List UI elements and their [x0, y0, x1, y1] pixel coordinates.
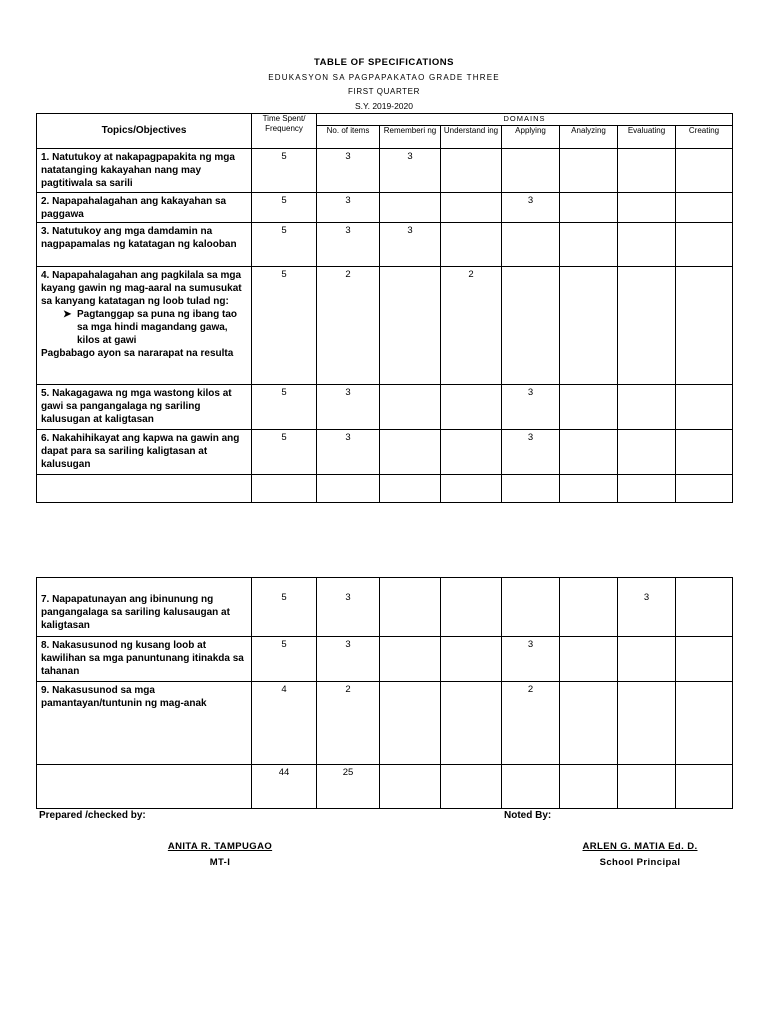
row-applying: 3	[502, 637, 560, 682]
row-creating	[676, 223, 733, 267]
row-creating	[676, 267, 733, 385]
row-understanding	[441, 430, 502, 475]
prepared-by-label: Prepared /checked by:	[39, 810, 146, 821]
table-row	[37, 682, 733, 765]
row-analyzing	[560, 223, 618, 267]
row-analyzing	[560, 267, 618, 385]
row-topic: 6. Nakahihikayat ang kapwa na gawin ang dapat para sa sariling kaligtasan at kalusugan	[37, 430, 252, 475]
row-applying	[502, 149, 560, 193]
row-creating	[676, 385, 733, 430]
row-applying: 3	[502, 430, 560, 475]
row-remembering: 3	[380, 223, 441, 267]
row-remembering: 3	[380, 149, 441, 193]
row-evaluating	[618, 267, 676, 385]
principal-position: School Principal	[599, 857, 681, 868]
row-creating	[676, 149, 733, 193]
specification-table	[36, 113, 733, 503]
row-analyzing	[560, 578, 618, 637]
table-row	[37, 578, 733, 637]
row-analyzing	[560, 682, 618, 765]
specification-table-continued	[36, 577, 733, 809]
row-remembering	[380, 637, 441, 682]
row-understanding: 2	[441, 267, 502, 385]
row-evaluating: 3	[618, 578, 676, 637]
row-topic: 7. Napapatunayan ang ibinunung ng pangangalaga sa sariling kalusaugan at kaligtasan	[37, 578, 252, 637]
row-applying: 3	[502, 193, 560, 223]
subject-line: EDUKASYON SA PAGPAPAKATAO GRADE THREE	[268, 73, 500, 82]
row-analyzing	[560, 149, 618, 193]
row-remembering	[380, 385, 441, 430]
row-evaluating	[618, 637, 676, 682]
school-year-line: S.Y. 2019-2020	[355, 101, 413, 111]
table-row	[37, 223, 733, 267]
row-topic-cell	[37, 267, 252, 385]
row-items: 3	[317, 430, 380, 475]
row-items: 2	[317, 682, 380, 765]
header-time-spent: Time Spent/ Frequency	[252, 114, 317, 149]
table-row	[37, 267, 733, 385]
row-evaluating	[618, 223, 676, 267]
row-time: 5	[252, 578, 317, 637]
row-applying: 2	[502, 682, 560, 765]
row-items: 2	[317, 267, 380, 385]
row-applying	[502, 578, 560, 637]
row-evaluating	[618, 193, 676, 223]
row-creating	[676, 193, 733, 223]
arrow-bullet-icon: ➤	[63, 309, 72, 320]
row-time: 5	[252, 637, 317, 682]
row-applying	[502, 267, 560, 385]
row-remembering	[380, 682, 441, 765]
row-remembering	[380, 193, 441, 223]
preparer-name: ANITA R. TAMPUGAO	[167, 841, 273, 852]
row-topic: 4. Napapahalagahan ang pagkilala sa mga kayang gawin ng mag-aaral na sumusukat sa kanyang katatagan ng loob tulad ng:	[41, 270, 242, 307]
row-creating	[676, 430, 733, 475]
header-applying: Applying	[502, 126, 560, 149]
row-creating	[676, 682, 733, 765]
totals-label-cell	[37, 765, 252, 809]
row-items: 3	[317, 223, 380, 267]
total-items: 25	[317, 765, 380, 809]
row-evaluating	[618, 149, 676, 193]
row-items: 3	[317, 149, 380, 193]
table-row	[37, 430, 733, 475]
row-time: 5	[252, 430, 317, 475]
row-analyzing	[560, 385, 618, 430]
row-topic: 3. Natutukoy ang mga damdamin na nagpapamalas ng katatagan ng kalooban	[37, 223, 252, 267]
row-creating	[676, 578, 733, 637]
header-topics: Topics/Objectives	[37, 114, 252, 149]
header-remembering: Rememberi ng	[380, 126, 441, 149]
row-understanding	[441, 193, 502, 223]
row-time: 5	[252, 385, 317, 430]
header-creating: Creating	[676, 126, 733, 149]
row-understanding	[441, 223, 502, 267]
row-understanding	[441, 637, 502, 682]
row-remembering	[380, 430, 441, 475]
row-items: 3	[317, 637, 380, 682]
total-time: 44	[252, 765, 317, 809]
row-topic: 2. Napapahalagahan ang kakayahan sa paggawa	[37, 193, 252, 223]
row-evaluating	[618, 430, 676, 475]
row-time: 5	[252, 149, 317, 193]
quarter-line: FIRST QUARTER	[348, 87, 420, 96]
row-time: 4	[252, 682, 317, 765]
principal-name: ARLEN G. MATIA Ed. D.	[582, 841, 698, 852]
header-understanding: Understand ing	[441, 126, 502, 149]
row-analyzing	[560, 637, 618, 682]
row-topic-extra: Pagbabago ayon sa nararapat na resulta	[41, 348, 234, 359]
preparer-position: MT-I	[209, 857, 231, 868]
row-remembering	[380, 267, 441, 385]
sub-item-text: Pagtanggap sa puna ng ibang tao sa mga hindi magandang gawa, kilos at gawi	[77, 309, 238, 346]
row-understanding	[441, 385, 502, 430]
header-no-items: No. of items	[317, 126, 380, 149]
row-creating	[676, 637, 733, 682]
sub-item	[63, 308, 248, 347]
row-analyzing	[560, 193, 618, 223]
row-topic: 8. Nakasusunod ng kusang loob at kawilihan sa mga panuntunang itinakda sa tahanan	[37, 637, 252, 682]
table-row	[37, 637, 733, 682]
table-row-empty	[37, 475, 733, 503]
row-understanding	[441, 149, 502, 193]
header-evaluating: Evaluating	[618, 126, 676, 149]
row-items: 3	[317, 193, 380, 223]
noted-by-label: Noted By:	[504, 810, 552, 821]
row-understanding	[441, 682, 502, 765]
row-items: 3	[317, 578, 380, 637]
header-analyzing: Analyzing	[560, 126, 618, 149]
table-row	[37, 149, 733, 193]
document-title: TABLE OF SPECIFICATIONS	[314, 57, 454, 68]
row-topic: 9. Nakasusunod sa mga pamantayan/tuntunin ng mag-anak	[37, 682, 252, 765]
row-evaluating	[618, 385, 676, 430]
row-analyzing	[560, 430, 618, 475]
row-items: 3	[317, 385, 380, 430]
row-topic: 1. Natutukoy at nakapagpapakita ng mga natatanging kakayahan nang may pagtitiwala sa sarili	[37, 149, 252, 193]
row-time: 5	[252, 223, 317, 267]
row-applying	[502, 223, 560, 267]
header-domains: DOMAINS	[317, 114, 733, 126]
row-remembering	[380, 578, 441, 637]
row-topic: 5. Nakagagawa ng mga wastong kilos at gawi sa pangangalaga ng sariling kalusugan at kaligtasan	[37, 385, 252, 430]
row-applying: 3	[502, 385, 560, 430]
table-row	[37, 385, 733, 430]
totals-row	[37, 765, 733, 809]
table-row	[37, 193, 733, 223]
row-evaluating	[618, 682, 676, 765]
row-time: 5	[252, 193, 317, 223]
row-understanding	[441, 578, 502, 637]
row-time: 5	[252, 267, 317, 385]
